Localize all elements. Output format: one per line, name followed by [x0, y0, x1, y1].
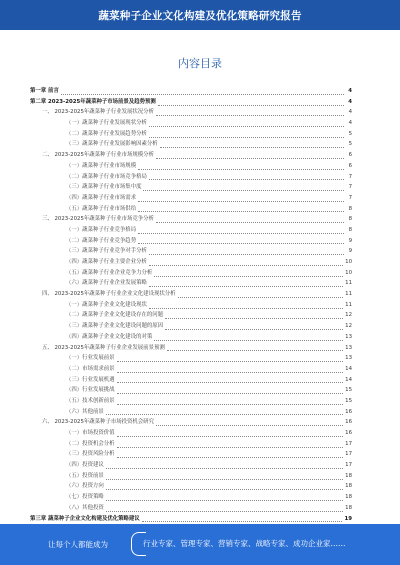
toc-leader-dots: [106, 483, 343, 490]
toc-leader-dots: [149, 248, 344, 255]
toc-entry-label: （一）市场投资价值: [66, 430, 115, 436]
toc-entry[interactable]: [30, 332, 352, 343]
toc-leader-dots: [138, 195, 344, 202]
toc-entry[interactable]: [30, 514, 352, 525]
toc-entry[interactable]: [30, 481, 352, 492]
toc-entry-page: 16: [345, 419, 352, 426]
toc-entry[interactable]: [30, 118, 352, 129]
toc-entry[interactable]: [30, 246, 352, 257]
toc-entry-page: 19: [344, 515, 352, 522]
toc-entry-page: 12: [345, 312, 352, 319]
toc-leader-dots: [117, 430, 344, 437]
toc-entry[interactable]: [30, 86, 352, 97]
toc-leader-dots: [117, 376, 344, 383]
toc-leader-dots: [149, 302, 343, 309]
toc-entry-page: 8: [348, 216, 352, 223]
toc-entry[interactable]: [30, 172, 352, 183]
toc-leader-dots: [149, 280, 343, 287]
toc-entry-page: 8: [348, 205, 352, 212]
toc-entry[interactable]: [30, 268, 352, 279]
toc-entry[interactable]: [30, 204, 352, 215]
toc-entry[interactable]: [30, 150, 352, 161]
toc-leader-dots: [117, 366, 344, 373]
toc-leader-dots: [142, 515, 343, 522]
toc-entry-label: （四）投资建议: [66, 462, 104, 469]
toc-entry-page: 5: [348, 141, 352, 148]
toc-entry-label: 五、 2023-2025年蔬菜种子行业企业发展前景预测: [42, 344, 165, 351]
toc-entry-page: 18: [345, 504, 352, 511]
toc-leader-dots: [117, 398, 344, 405]
toc-entry-label: （四）蔬菜种子行业市场需求: [66, 194, 137, 201]
toc-entry-page: 10: [345, 269, 352, 276]
toc-leader-dots: [106, 505, 343, 512]
toc-entry[interactable]: [30, 417, 352, 428]
toc-entry[interactable]: [30, 343, 352, 354]
toc-entry-label: 四、 2023-2025年蔬菜种子行业企业文化建设现状分析: [42, 291, 176, 298]
toc-entry-label: （四）行业发展挑战: [66, 387, 115, 394]
toc-leader-dots: [165, 312, 343, 319]
toc-entry-page: 17: [345, 462, 352, 469]
toc-leader-dots: [143, 184, 344, 191]
toc-leader-dots: [138, 205, 344, 212]
toc-leader-dots: [178, 291, 344, 298]
report-title: 蔬菜种子企业文化构建及优化策略研究报告: [98, 10, 302, 22]
toc-entry-label: （三）蔬菜种子行业市场集中度: [66, 184, 142, 191]
toc-entry-label: （一）行业发展前景: [66, 355, 115, 362]
toc-leader-dots: [160, 141, 344, 148]
toc-entry-label: 二、 2023-2025年蔬菜种子行业市场规模分析: [42, 152, 154, 159]
toc-entry[interactable]: [30, 375, 352, 386]
toc-entry-page: 18: [345, 472, 352, 479]
toc-entry-page: 11: [345, 291, 352, 298]
toc-entry[interactable]: [30, 257, 352, 268]
header-banner: [0, 0, 400, 30]
toc-entry[interactable]: [30, 428, 352, 439]
toc-entry[interactable]: [30, 107, 352, 118]
toc-entry[interactable]: [30, 236, 352, 247]
toc-leader-dots: [61, 88, 344, 95]
toc-leader-dots: [117, 451, 344, 458]
toc-leader-dots: [156, 152, 344, 159]
toc-entry-label: （五）蔬菜种子行业企业竞争力分析: [66, 269, 153, 276]
toc-leader-dots: [149, 173, 344, 180]
toc-entry-label: （三）投资风险分析: [66, 451, 115, 458]
toc-entry-page: 7: [348, 194, 352, 201]
toc-entry[interactable]: [30, 310, 352, 321]
toc-leader-dots: [156, 216, 344, 223]
toc-entry[interactable]: [30, 129, 352, 140]
toc-entry-page: 15: [345, 397, 352, 404]
toc-entry[interactable]: [30, 225, 352, 236]
toc-entry-label: （三）蔬菜种子行业竞争对手分析: [66, 248, 147, 255]
toc-entry-label: （二）投资机会分析: [66, 440, 115, 447]
toc-entry-label: （六）投资方向: [66, 483, 104, 490]
toc-entry-page: 16: [345, 408, 352, 415]
toc-entry-label: （五）投资前景: [66, 472, 104, 479]
toc-entry-label: 第三章 蔬菜种子企业文化构建及优化策略建议: [30, 515, 140, 522]
toc-entry-page: 7: [348, 184, 352, 191]
toc-entry[interactable]: [30, 214, 352, 225]
toc-leader-dots: [138, 163, 344, 170]
toc-entry-label: 六、 2023-2025年蔬菜种子市场投资机会研究: [42, 419, 154, 426]
toc-entry-label: （二）市场需求前景: [66, 365, 115, 372]
toc-entry-page: 18: [345, 483, 352, 490]
toc-entry-page: 13: [345, 355, 352, 362]
toc-entry-label: 一、 2023-2025年蔬菜种子行业发展状况分析: [42, 109, 154, 116]
toc-leader-dots: [154, 334, 343, 341]
toc-leader-dots: [106, 473, 343, 480]
toc-entry-page: 18: [345, 494, 352, 501]
toc-entry-page: 8: [348, 226, 352, 233]
toc-leader-dots: [117, 387, 344, 394]
toc-entry[interactable]: [30, 503, 352, 514]
toc-entry-page: 7: [348, 173, 352, 180]
toc-leader-dots: [149, 131, 344, 138]
toc-entry-page: 10: [345, 259, 352, 265]
toc-entry-label: （一）蔬菜种子行业竞争格局: [66, 226, 137, 233]
toc-entry[interactable]: [30, 182, 352, 193]
toc-entry[interactable]: [30, 161, 352, 172]
toc-entry[interactable]: [30, 278, 352, 289]
toc-entry-label: 三、 2023-2025年蔬菜种子行业市场竞争分析: [42, 216, 154, 223]
toc-entry-label: 第二章 2023-2025年蔬菜种子市场前景及趋势预测: [30, 98, 156, 105]
toc-entry-label: （五）蔬菜种子行业市场供给: [66, 205, 137, 212]
table-of-contents: [30, 86, 352, 546]
toc-leader-dots: [117, 441, 344, 448]
toc-entry-page: 12: [345, 323, 352, 330]
toc-entry-page: 17: [345, 451, 352, 458]
footer-slogan-left: 让每个人都能成为: [48, 540, 108, 549]
toc-entry-page: 5: [348, 130, 352, 137]
toc-entry[interactable]: [30, 492, 352, 503]
toc-leader-dots: [158, 99, 344, 106]
toc-entry-label: （四）蔬菜种子行业主要企业分析: [66, 259, 147, 265]
toc-entry-label: （二）蔬菜种子行业发展趋势分析: [66, 130, 147, 137]
toc-entry-page: 13: [345, 344, 352, 351]
toc-entry-page: 9: [348, 237, 352, 244]
toc-leader-dots: [138, 237, 344, 244]
toc-leader-dots: [138, 227, 344, 234]
toc-leader-dots: [117, 355, 344, 362]
toc-entry[interactable]: [30, 139, 352, 150]
toc-entry-label: （六）蔬菜种子行业企业发展策略: [66, 280, 147, 287]
toc-entry-label: 第一章 前言: [30, 88, 59, 94]
toc-entry[interactable]: [30, 97, 352, 108]
footer-slogan-right: 行业专家、管理专家、营销专家、战略专家、成功企业家……: [143, 539, 346, 548]
toc-entry-page: 4: [348, 120, 352, 127]
toc-entry[interactable]: [30, 300, 352, 311]
toc-leader-dots: [156, 109, 344, 116]
toc-entry[interactable]: [30, 407, 352, 418]
toc-entry-page: 4: [348, 88, 352, 94]
toc-entry-page: 17: [345, 440, 352, 447]
toc-entry-label: （七）投资策略: [66, 494, 104, 501]
toc-entry[interactable]: [30, 353, 352, 364]
toc-leader-dots: [106, 408, 343, 415]
toc-leader-dots: [154, 270, 343, 277]
toc-entry-page: 11: [345, 280, 352, 287]
toc-leader-dots: [149, 259, 343, 266]
toc-entry-page: 16: [345, 430, 352, 436]
footer-banner: [0, 524, 400, 565]
toc-entry-page: 4: [348, 98, 352, 105]
toc-entry[interactable]: [30, 439, 352, 450]
toc-heading: 内容目录: [178, 57, 222, 70]
toc-entry[interactable]: [30, 471, 352, 482]
toc-leader-dots: [106, 462, 343, 469]
toc-entry-label: （一）蔬菜种子行业市场规模: [66, 162, 137, 169]
toc-entry-label: （一）蔬菜种子行业发展现状分析: [66, 120, 147, 127]
toc-entry-label: （三）行业发展机遇: [66, 376, 115, 383]
toc-entry-label: （二）蔬菜种子企业文化建设存在的问题: [66, 312, 164, 319]
toc-leader-dots: [165, 323, 343, 330]
toc-entry-page: 14: [345, 376, 352, 383]
toc-entry[interactable]: [30, 396, 352, 407]
toc-entry-page: 15: [345, 387, 352, 394]
toc-entry-page: 6: [348, 152, 352, 159]
toc-leader-dots: [167, 344, 343, 351]
toc-entry-label: （四）蔬菜种子企业文化建设的对策: [66, 333, 153, 340]
toc-entry-label: （三）蔬菜种子行业发展影响因素分析: [66, 141, 158, 148]
toc-entry[interactable]: [30, 364, 352, 375]
toc-leader-dots: [106, 494, 343, 501]
toc-entry[interactable]: [30, 385, 352, 396]
toc-entry-label: （五）技术创新前景: [66, 397, 115, 404]
toc-entry-page: 9: [348, 248, 352, 255]
toc-entry-page: 4: [348, 109, 352, 116]
toc-entry[interactable]: [30, 193, 352, 204]
toc-entry-label: （二）蔬菜种子行业市场竞争格局: [66, 173, 147, 180]
toc-leader-dots: [149, 120, 344, 127]
toc-entry[interactable]: [30, 449, 352, 460]
toc-entry-label: （六）其他前景: [66, 408, 104, 415]
toc-entry[interactable]: [30, 289, 352, 300]
toc-entry-page: 6: [348, 162, 352, 169]
toc-entry[interactable]: [30, 460, 352, 471]
toc-entry-label: （二）蔬菜种子行业竞争趋势: [66, 237, 137, 244]
toc-leader-dots: [156, 419, 343, 426]
toc-entry-label: （三）蔬菜种子企业文化建设问题的原因: [66, 323, 164, 330]
toc-entry[interactable]: [30, 321, 352, 332]
toc-entry-label: （八）其他投资: [66, 504, 104, 511]
toc-entry-page: 11: [345, 301, 352, 308]
toc-entry-label: （一）蔬菜种子企业文化建设现状: [66, 301, 147, 308]
toc-entry-page: 14: [345, 365, 352, 372]
toc-entry-page: 13: [345, 333, 352, 340]
